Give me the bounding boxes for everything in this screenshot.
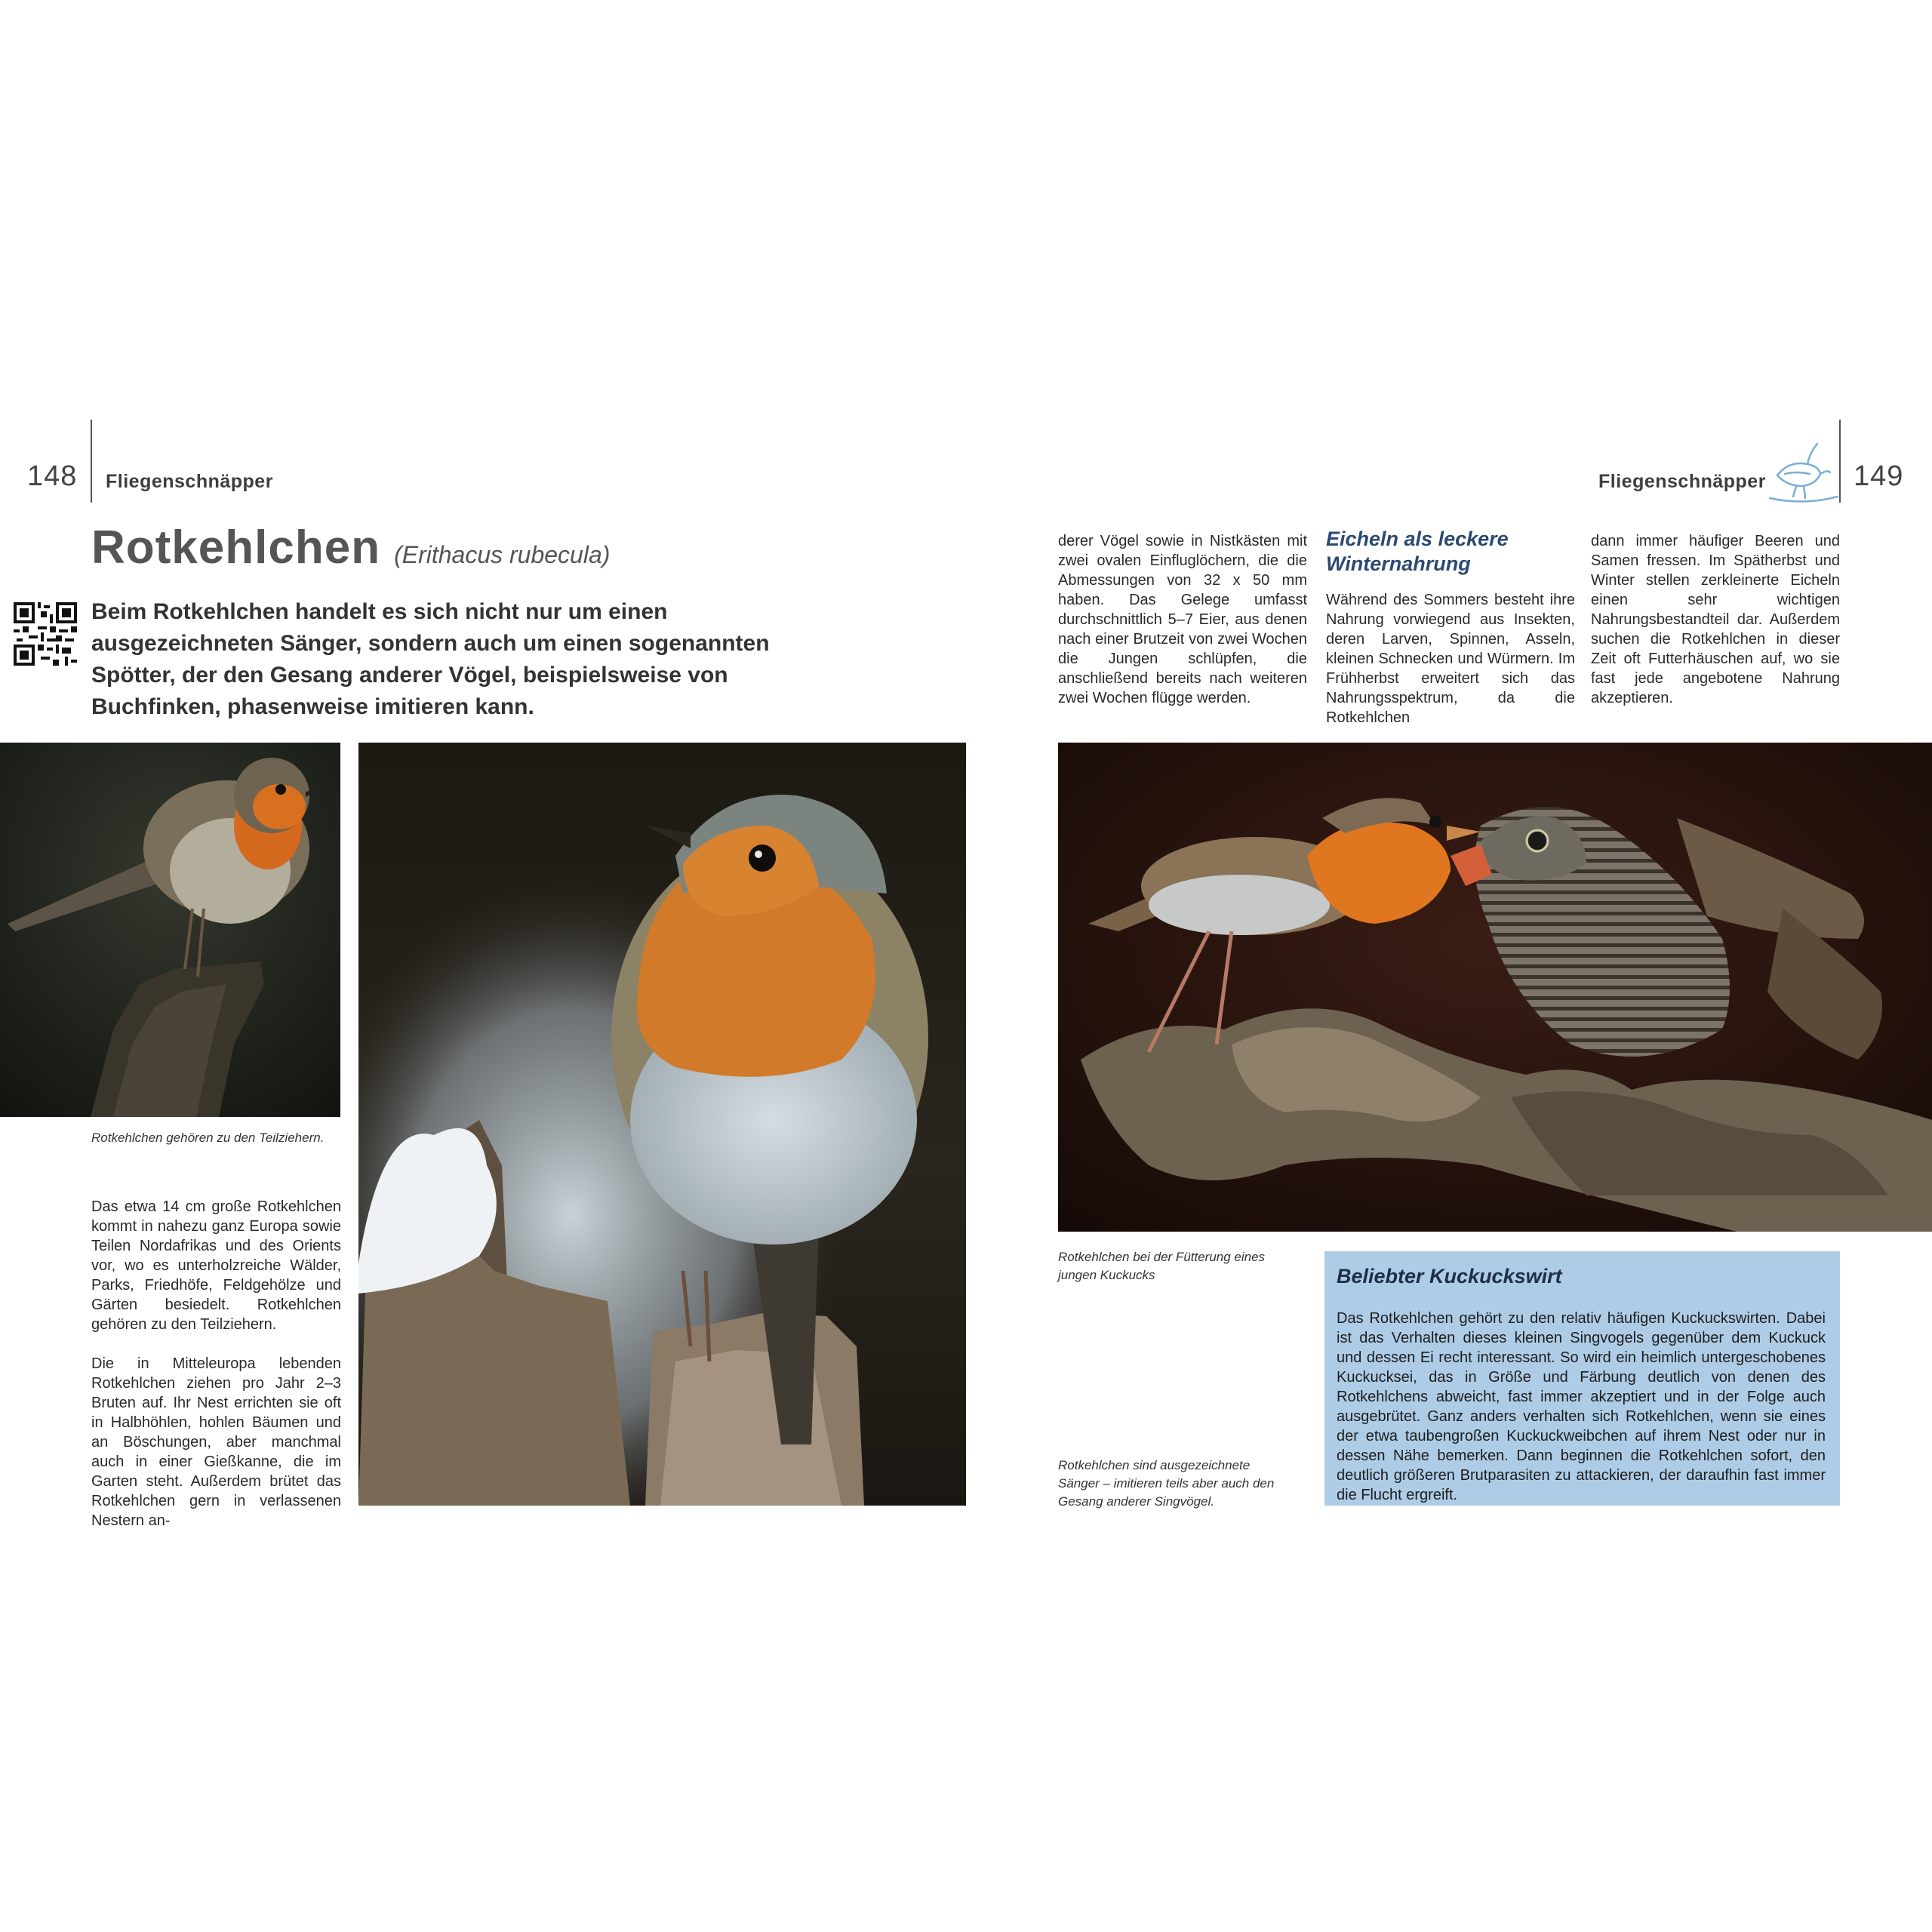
caption-photo-2: Rotkehlchen sind ausgezeichnete Sänger – imitieren teils aber auch den Gesang anderer Singvögel. <box>1058 1458 1275 1509</box>
body-text-column-1: derer Vögel sowie in Nistkästen mit zwei ovalen Einfluglöchern, die die Abmessungen von 32 x 50 mm haben. Das Gelege umfasst durchschnittlich 5–7 Eier, aus denen nach einer Brutzeit von zwei Wochen die Jungen schlüpfen, die anschließend bereits nach weiteren zwei Wochen flügge werden. <box>1058 533 1307 706</box>
running-head-right: Fliegenschnäpper <box>1598 471 1766 492</box>
subheading-winternahrung: Eicheln als leckere Winternahrung <box>1326 528 1509 575</box>
article-title <box>91 521 610 574</box>
running-head-left: Fliegenschnäpper <box>106 471 273 492</box>
header-rule-right <box>1839 420 1841 503</box>
latin-name: (Erithacus rubecula) <box>394 541 611 568</box>
caption-photo-1: Rotkehlchen gehören zu den Teilziehern. <box>91 1131 325 1145</box>
photo-robin-closeup <box>358 743 966 1506</box>
page-number-left: 148 <box>27 460 78 492</box>
body-text-column-3: dann immer häufiger Beeren und Samen fressen. Im Spätherbst und Winter stellen zerkleinerte Eicheln einen sehr wichtigen Nahrungsbestandteil dar. Außerdem suchen die Rotkehlchen in dieser Zeit oft Futterhäuschen auf, wo sie fast jede angebotene Nahrung akzeptieren. <box>1591 533 1840 706</box>
body-text-paragraph-1: Das etwa 14 cm große Rotkehlchen kommt in nahezu ganz Europa sowie Teilen Nordafrikas und des Orients vor, wo es unterholzreiche Wälder, Parks, Friedhöfe, Feldgehölze und Gärten besiedelt. Rotkehlchen gehören zu den Teilziehern. <box>91 1198 341 1333</box>
info-box-text: Das Rotkehlchen gehört zu den relativ häufigen Kuckuckswirten. Dabei ist das Verhalten dieses kleinen Singvogels gegenüber dem Kuckuck und dessen Ei recht interessant. So wird ein heimlich untergeschobenes Kuckucksei, das in Größe und Färbung deutlich von denen des Rotkehlchens abweicht, fast immer akzeptiert und in der Folge auch ausgebrütet. Ganz anders verhalten sich Rotkehlchen, wenn sie eines der etwa taubengroßen Kuckuckweibchen auf ihrem Nest oder nur in dessen Nähe bemerken. Dann beginnen die Rotkehlchen sofort, den deutlich größeren Brutparasiten zu attackieren, der daraufhin fast immer die Flucht ergreift. <box>1337 1310 1826 1503</box>
photo-robin-perched <box>0 743 340 1117</box>
info-box-title: Beliebter Kuckuckswirt <box>1337 1265 1562 1287</box>
wren-bird-icon <box>1766 438 1841 506</box>
photo-robin-feeding-cuckoo <box>1058 743 1932 1232</box>
body-text-column-2: Während des Sommers besteht ihre Nahrung vorwiegend aus Insekten, deren Larven, Spinnen, Asseln, kleinen Schnecken und Würmern. Im Frühherbst erweitert sich das Nahrungsspektrum, da die Rotkehlchen <box>1326 592 1575 726</box>
body-text-paragraph-2: Die in Mitteleuropa lebenden Rotkehlchen ziehen pro Jahr 2–3 Bruten auf. Ihr Nest errichten sie oft in Halbhöhlen, hohlen Bäumen und an Böschungen, aber manchmal auch in einer Gießkanne, die im Garten steht. Außerdem brütet das Rotkehlchen gern in verlassenen Nestern an- <box>91 1355 341 1529</box>
caption-photo-3: Rotkehlchen bei der Fütterung eines jungen Kuckucks <box>1058 1250 1266 1282</box>
info-box-kuckuckswirt <box>1324 1251 1840 1506</box>
qr-code-icon[interactable] <box>14 602 77 666</box>
lead-paragraph: Beim Rotkehlchen handelt es sich nicht nur um einen ausgezeichneten Sänger, sondern auch um einen sogenannten Spötter, der den Gesang anderer Vögel, beispielsweise von Buchfinken, phasenweise imitieren kann. <box>91 599 770 719</box>
header-rule-left <box>91 420 92 503</box>
page-number-right: 149 <box>1854 460 1904 492</box>
species-name: Rotkehlchen <box>91 521 381 574</box>
